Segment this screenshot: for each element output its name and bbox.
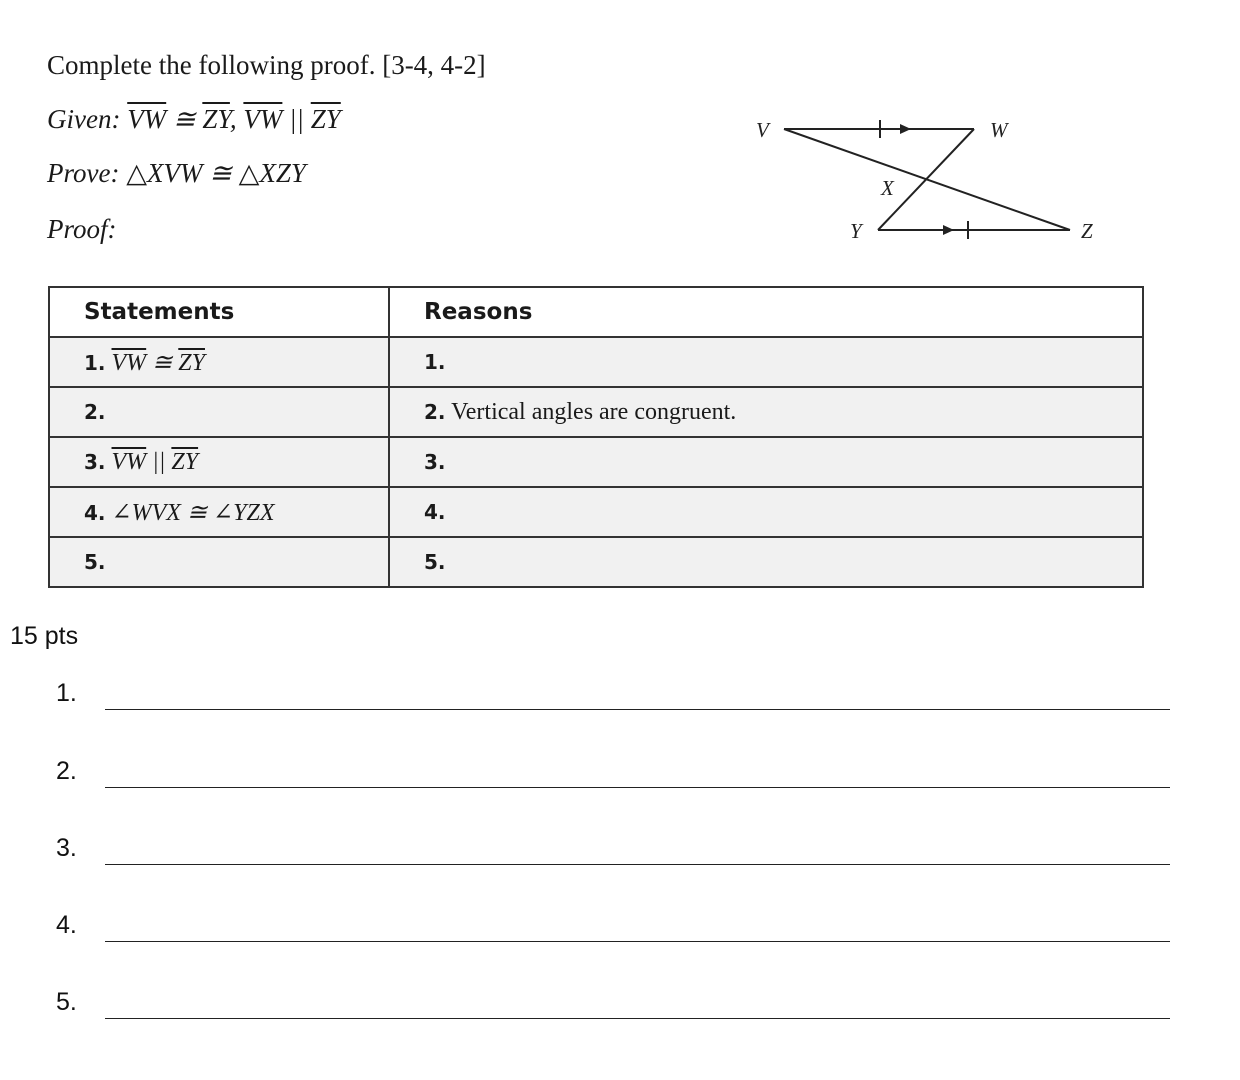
table-header-row bbox=[49, 287, 1143, 337]
label-x: X bbox=[881, 176, 894, 200]
statement-cell bbox=[49, 487, 389, 537]
statement-num: 3. bbox=[84, 449, 106, 474]
statement-num: 2. bbox=[84, 399, 106, 424]
answer-input-5[interactable] bbox=[105, 1018, 1170, 1019]
statement-op: || bbox=[152, 448, 166, 475]
reason-num: 1. bbox=[424, 349, 446, 374]
reason-cell[interactable] bbox=[389, 537, 1143, 587]
table-row bbox=[49, 387, 1143, 437]
answer-row-2 bbox=[56, 748, 1170, 788]
given-segment-zy-2: $\overline{ZY}$ bbox=[310, 104, 341, 134]
prove-statement: △XVW ≅ △XZY bbox=[126, 158, 306, 188]
given-comma: , bbox=[229, 104, 237, 134]
label-w: W bbox=[990, 118, 1008, 142]
statement-num: 5. bbox=[84, 549, 106, 574]
reason-text: Vertical angles are congruent. bbox=[451, 398, 737, 425]
reference: [3-4, 4-2] bbox=[382, 50, 486, 80]
answer-number: 2. bbox=[56, 757, 77, 785]
answer-number: 1. bbox=[56, 679, 77, 707]
given-line bbox=[47, 104, 341, 135]
reason-cell bbox=[389, 387, 1143, 437]
table-row bbox=[49, 437, 1143, 487]
answer-number: 4. bbox=[56, 911, 77, 939]
answer-row-1 bbox=[56, 670, 1170, 710]
reason-cell[interactable] bbox=[389, 437, 1143, 487]
arrow-yz-icon bbox=[943, 225, 954, 235]
statement-cell[interactable] bbox=[49, 537, 389, 587]
proof-table bbox=[48, 286, 1144, 588]
parallel-symbol: || bbox=[289, 104, 304, 134]
answer-input-4[interactable] bbox=[105, 941, 1170, 942]
header-statements: Statements bbox=[49, 287, 389, 337]
statement-seg-b: $\overline{ZY}$ bbox=[171, 448, 199, 475]
answer-number: 5. bbox=[56, 988, 77, 1016]
given-label: Given: bbox=[47, 104, 121, 134]
statement-num: 4. bbox=[84, 500, 106, 525]
answer-input-2[interactable] bbox=[105, 787, 1170, 788]
statement-seg-b: $\overline{ZY}$ bbox=[178, 349, 205, 376]
given-segment-vw: $\overline{VW}$ bbox=[127, 104, 167, 134]
answer-input-1[interactable] bbox=[105, 709, 1170, 710]
statement-seg-a: $\overline{VW}$ bbox=[111, 349, 147, 376]
statement-cell bbox=[49, 337, 389, 387]
answer-row-5 bbox=[56, 979, 1170, 1019]
points-label: 15 pts bbox=[10, 622, 79, 650]
statement-cell[interactable] bbox=[49, 387, 389, 437]
reason-num: 2. bbox=[424, 399, 446, 424]
statement-num: 1. bbox=[84, 350, 106, 375]
reason-cell[interactable] bbox=[389, 337, 1143, 387]
answer-row-3 bbox=[56, 825, 1170, 865]
given-segment-zy: $\overline{ZY}$ bbox=[202, 104, 230, 134]
statement-seg-a: $\overline{VW}$ bbox=[111, 448, 147, 475]
table-row bbox=[49, 537, 1143, 587]
arrow-vw-icon bbox=[900, 124, 911, 134]
table-row bbox=[49, 487, 1143, 537]
label-v: V bbox=[756, 118, 769, 142]
congruent-symbol: ≅ bbox=[172, 104, 196, 134]
table-row bbox=[49, 337, 1143, 387]
given-segment-vw-2: $\overline{VW}$ bbox=[243, 104, 283, 134]
statement-op: ≅ bbox=[152, 349, 173, 376]
reason-num: 3. bbox=[424, 449, 446, 474]
prove-line bbox=[47, 158, 306, 189]
statement-cell bbox=[49, 437, 389, 487]
answer-row-4 bbox=[56, 902, 1170, 942]
statement-text: ∠WVX ≅ ∠YZX bbox=[111, 499, 275, 526]
instruction: Complete the following proof. bbox=[47, 50, 376, 80]
label-z: Z bbox=[1081, 219, 1093, 243]
header-reasons: Reasons bbox=[389, 287, 1143, 337]
answer-input-3[interactable] bbox=[105, 864, 1170, 865]
reason-num: 5. bbox=[424, 549, 446, 574]
answer-number: 3. bbox=[56, 834, 77, 862]
proof-label: Proof: bbox=[47, 214, 117, 244]
geometry-diagram bbox=[740, 105, 1120, 250]
reason-num: 4. bbox=[424, 499, 446, 524]
prove-label: Prove: bbox=[47, 158, 120, 188]
instruction-text bbox=[47, 50, 486, 81]
reason-cell[interactable] bbox=[389, 487, 1143, 537]
label-y: Y bbox=[850, 219, 862, 243]
